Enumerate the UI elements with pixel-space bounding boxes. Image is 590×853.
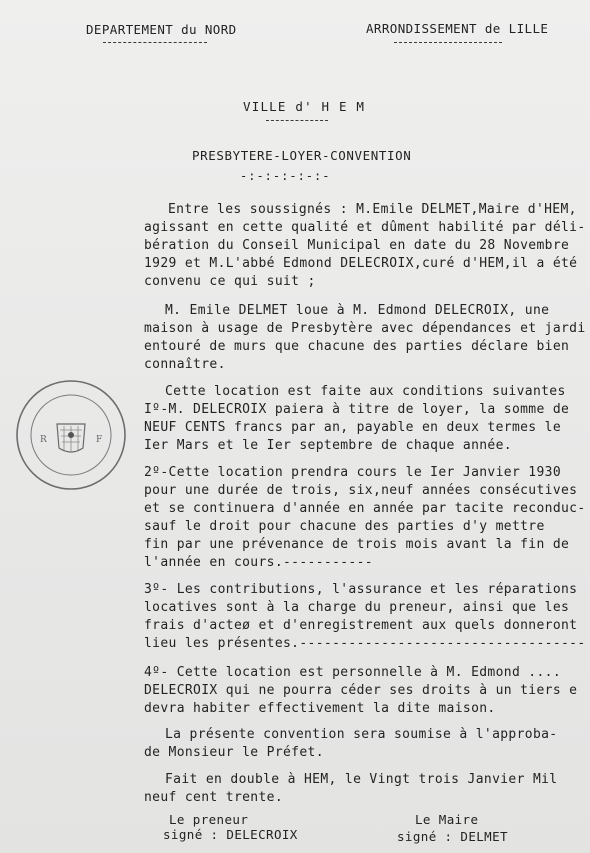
body-line: maison à usage de Presbytère avec dépendances et jardi (144, 321, 586, 336)
body-line: et se continuera d'année en année par tacite reconduc- (144, 501, 586, 516)
body-line: agissant en cette qualité et dûment habilité par déli- (144, 220, 586, 235)
municipal-archive-stamp (12, 376, 130, 494)
signature-right-role: Le Maire (415, 812, 479, 827)
header-arrondissement: ARRONDISSEMENT de LILLE (366, 21, 549, 36)
body-line: entouré de murs que chacune des parties déclare bien (144, 339, 570, 354)
body-line: Fait en double à HEM, le Vingt trois Janvier Mil (165, 772, 558, 787)
body-line: lieu les présentes.----------------------------------- (144, 636, 586, 651)
signature-left-signed: signé : DELECROIX (163, 827, 298, 842)
body-line: 4º- Cette location est personnelle à M. Edmond .... (144, 665, 562, 680)
signature-left-role: Le preneur (169, 812, 249, 827)
body-line: Ier Mars et le Ier septembre de chaque année. (144, 438, 512, 453)
document-subtitle: PRESBYTERE-LOYER-CONVENTION (192, 148, 412, 163)
body-line: NEUF CENTS francs par an, payable en deux termes le (144, 420, 562, 435)
body-line: 1929 et M.L'abbé Edmond DELECROIX,curé d'HEM,il a été (144, 256, 578, 271)
body-line: de Monsieur le Préfet. (144, 745, 324, 760)
body-line: La présente convention sera soumise à l'approba- (165, 727, 558, 742)
body-line: convenu ce qui suit ; (144, 274, 316, 289)
body-line: sauf le droit pour chacune des parties d'y mettre (144, 519, 545, 534)
body-line: fin par une prévenance de trois mois avant la fin de (144, 537, 570, 552)
body-line: bération du Conseil Municipal en date du 28 Novembre (144, 238, 570, 253)
body-line: M. Emile DELMET loue à M. Edmond DELECROIX, une (165, 303, 550, 318)
header-right-underline (394, 42, 502, 43)
body-line: l'année en cours.----------- (144, 555, 373, 570)
body-line: DELECROIX qui ne pourra céder ses droits à un tiers e (144, 683, 578, 698)
header-left-underline (103, 42, 207, 43)
body-line: frais d'acteø et d'enregistrement aux quels donneront (144, 618, 578, 633)
svg-text:F: F (96, 435, 103, 445)
body-line: 3º- Les contributions, l'assurance et les réparations (144, 582, 578, 597)
svg-text:R: R (40, 435, 47, 445)
body-line: connaître. (144, 357, 226, 372)
body-line: pour une durée de trois, six,neuf années consécutives (144, 483, 578, 498)
body-line: 2º-Cette location prendra cours le Ier Janvier 1930 (144, 465, 562, 480)
header-departement: DEPARTEMENT du NORD (86, 22, 237, 37)
document-title: VILLE d' H E M (243, 99, 366, 114)
subtitle-decoration: -:-:-:-:-:- (240, 169, 331, 183)
body-line: neuf cent trente. (144, 790, 284, 805)
body-line: Cette location est faite aux conditions suivantes (165, 384, 566, 399)
body-line: locatives sont à la charge du preneur, ainsi que les (144, 600, 570, 615)
signature-right-signed: signé : DELMET (397, 829, 508, 844)
body-line: Entre les soussignés : M.Emile DELMET,Maire d'HEM, (168, 202, 577, 217)
title-underline (266, 120, 328, 121)
body-line: devra habiter effectivement la dite maison. (144, 701, 496, 716)
body-line: Iº-M. DELECROIX paiera à titre de loyer, la somme de (144, 402, 570, 417)
